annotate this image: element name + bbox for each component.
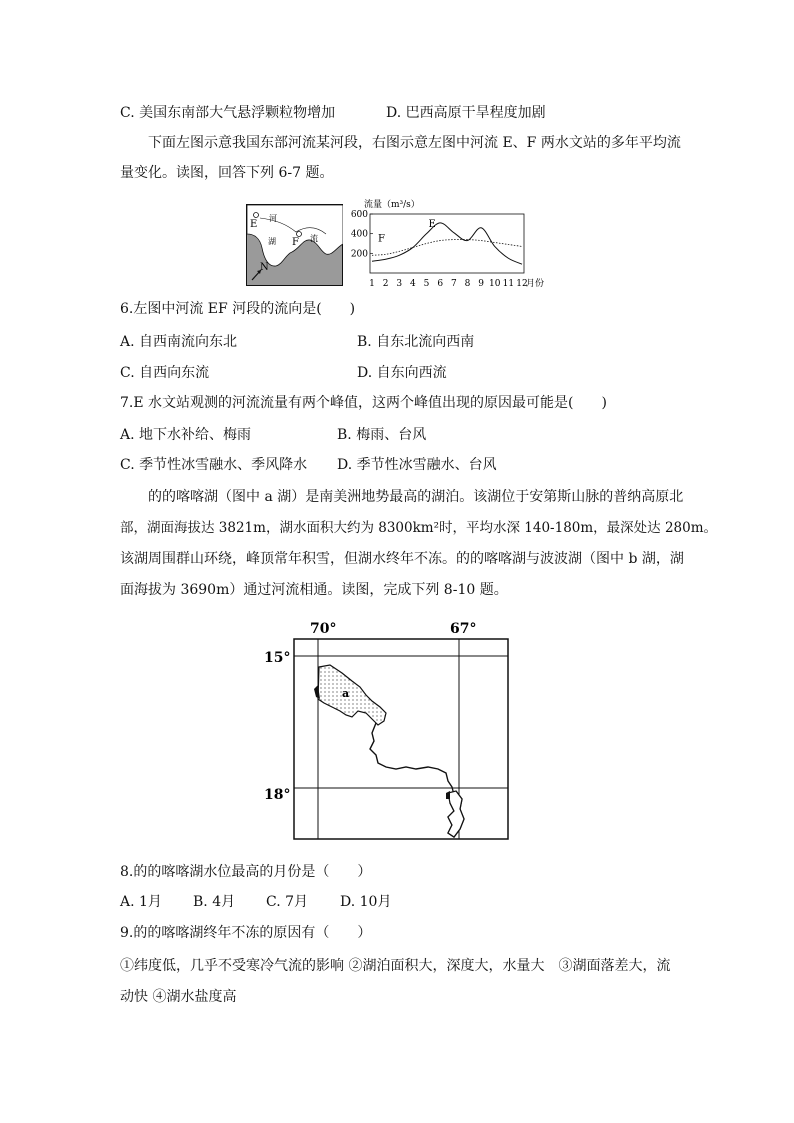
chart-frame: [370, 214, 524, 273]
label-he: 河: [269, 214, 277, 223]
q5-option-d: D. 巴西高原干旱程度加剧: [386, 105, 546, 121]
x-tick-label: 7: [450, 279, 457, 289]
q6-option-b: B. 自东北流向西南: [357, 334, 475, 350]
intro-6-7-line2: 量变化。读图，回答下列 6-7 题。: [120, 165, 334, 181]
label-n: N: [260, 262, 269, 273]
chart-ylabel: 流量（m³/s）: [364, 200, 420, 210]
q8-option-a: A. 1月: [120, 894, 162, 910]
flow-chart: [344, 198, 550, 290]
x-tick-label: 4: [410, 279, 416, 289]
q7-option-d: D. 季节性冰雪融水、台风: [337, 457, 497, 473]
x-tick-label: 3: [396, 279, 403, 289]
q8-option-c: C. 7月: [266, 894, 309, 910]
q9-options-line1: ①纬度低，几乎不受寒冷气流的影响 ②湖泊面积大，深度大，水量大 ③湖面落差大，流: [120, 958, 671, 974]
q8-option-b: B. 4月: [193, 894, 236, 910]
station-e-marker: [254, 213, 259, 218]
label-lat-15: 15°: [264, 650, 291, 666]
x-tick-label: 5: [423, 279, 430, 289]
y-tick-label: 600: [350, 210, 368, 220]
label-lake-a: a: [342, 687, 350, 700]
series-label-f: F: [378, 233, 385, 245]
q7-option-b: B. 梅雨、台风: [337, 427, 427, 443]
q6-option-c: C. 自西向东流: [120, 365, 210, 381]
station-f-marker: [297, 232, 302, 237]
y-tick-label: 400: [350, 229, 368, 240]
label-lat-18: 18°: [264, 787, 291, 803]
label-e: E: [250, 219, 258, 230]
intro-8-10-line2: 部，湖面海拔达 3821m，湖水面积大约为 8300km²时，平均水深 140-180m，最深处达 280m。: [120, 520, 718, 536]
label-f: F: [292, 237, 299, 248]
x-tick-label: 12: [516, 279, 528, 289]
lake-map: [260, 615, 515, 845]
label-liu: 流: [310, 234, 318, 243]
x-tick-label: 11: [502, 279, 515, 289]
y-tick-label: 200: [350, 249, 368, 260]
x-tick-label: 6: [437, 279, 444, 289]
x-tick-label: 9: [478, 279, 484, 289]
q6-option-d: D. 自东向西流: [357, 365, 447, 381]
intro-8-10-line1: 的的喀喀湖（图中 a 湖）是南美洲地势最高的湖泊。该湖位于安第斯山脉的普纳高原北: [148, 489, 684, 505]
q6-stem: 6.左图中河流 EF 河段的流向是( ): [120, 301, 356, 317]
intro-8-10-line4: 面海拔为 3690m）通过河流相通。读图，完成下列 8-10 题。: [120, 582, 508, 598]
series-label-e: E: [428, 218, 436, 230]
x-tick-label: 2: [382, 279, 389, 289]
q7-option-c: C. 季节性冰雪融水、季风降水: [120, 457, 308, 473]
intro-6-7-line1: 下面左图示意我国东部河流某河段，右图示意左图中河流 E、F 两水文站的多年平均流: [148, 135, 681, 151]
label-lon-70: 70°: [310, 621, 337, 637]
chart-xunit: 月份: [526, 279, 545, 289]
q8-stem: 8.的的喀喀湖水位最高的月份是（ ）: [120, 864, 372, 880]
label-hu: 湖: [268, 237, 276, 246]
q5-option-c: C. 美国东南部大气悬浮颗粒物增加: [120, 105, 336, 121]
x-tick-label: 1: [369, 279, 375, 289]
series-line-f: [372, 239, 522, 255]
q8-option-d: D. 10月: [340, 894, 392, 910]
river-section-map: [246, 204, 343, 286]
x-tick-label: 10: [489, 279, 501, 289]
label-lon-67: 67°: [450, 621, 477, 637]
q6-option-a: A. 自西南流向东北: [120, 334, 238, 350]
q7-option-a: A. 地下水补给、梅雨: [120, 427, 252, 443]
intro-8-10-line3: 该湖周围群山环绕，峰顶常年积雪，但湖水终年不冻。的的喀喀湖与波波湖（图中 b 湖，湖: [120, 551, 684, 567]
x-tick-label: 8: [464, 279, 471, 289]
q7-stem: 7.E 水文站观测的河流流量有两个峰值，这两个峰值出现的原因最可能是( ): [120, 395, 607, 411]
q9-options-line2: 动快 ④湖水盐度高: [120, 989, 237, 1005]
q9-stem: 9.的的喀喀湖终年不冻的原因有（ ）: [120, 925, 372, 941]
